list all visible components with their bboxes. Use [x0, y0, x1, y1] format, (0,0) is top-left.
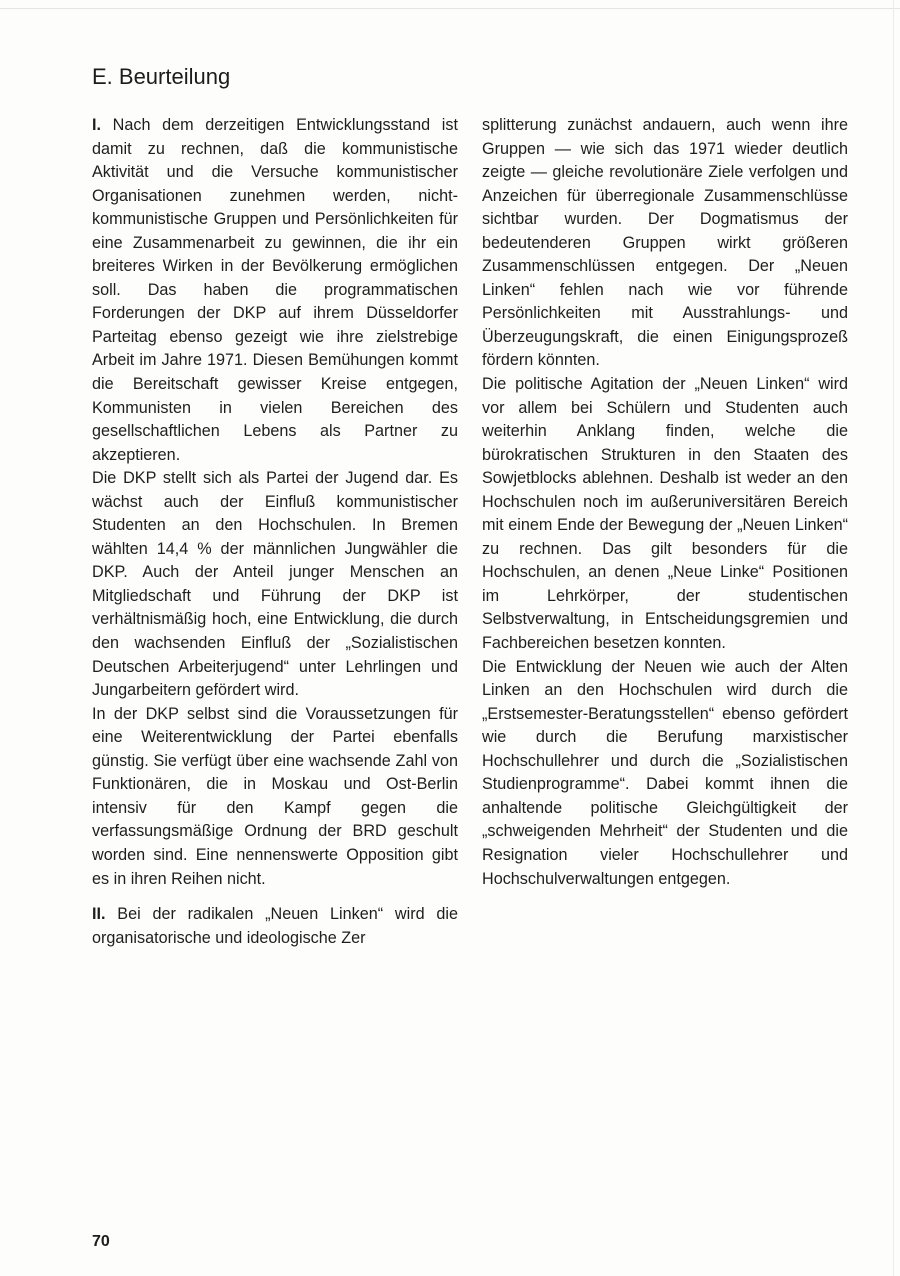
section-number: I.: [92, 116, 101, 134]
paragraph: [92, 903, 458, 950]
paragraph: [482, 373, 848, 656]
paragraph-text: In der DKP selbst sind die Voraussetzungen für eine Weiterentwicklung der Partei ebenfalls günstig. Sie verfügt über eine wachsende Zahl von Funktionären, die in Moskau und Ost-Berlin intensiv für den Kampf gegen die verfassungsmäßige Ordnung der BRD geschult worden sind. Eine nennenswerte Opposition gibt es in ihren Reihen nicht.: [92, 704, 458, 888]
paragraph: [92, 703, 458, 891]
section-heading: E. Beurteilung: [92, 64, 231, 89]
scan-top-edge: [0, 8, 900, 9]
paragraph: [482, 114, 848, 373]
right-text-column: [482, 114, 848, 891]
paragraph-text: Nach dem derzeitigen Entwicklungsstand ist damit zu rechnen, daß die kommunistische Aktivität und die Versuche kommunistischer Organisationen zunehmen werden, nichtkommunistische Gruppen und Persönlichkeiten für eine Zusammenarbeit zu gewinnen, die ihr ein breiteres Wirken in der Bevölkerung ermöglichen soll. Das haben die programmatischen Forderungen der DKP auf ihrem Düsseldorfer Parteitag ebenso gezeigt wie ihre zielstrebige Arbeit im Jahre 1971. Diesen Bemühungen kommt die Bereitschaft gewisser Kreise entgegen, Kommunisten in vielen Bereichen des gesellschaftlichen Lebens als Partner zu akzeptieren.: [92, 116, 458, 464]
paragraph-text: Die Entwicklung der Neuen wie auch der Alten Linken an den Hochschulen wird durch die „Erstsemester-Beratungsstellen“ ebenso gefördert wie durch die Berufung marxistischer Hochschullehrer und durch die „Sozialistischen Studienprogramme“. Dabei kommt ihnen die anhaltende politische Gleichgültigkeit der „schweigenden Mehrheit“ der Studenten und die Resignation vieler Hochschullehrer und Hochschulverwaltungen entgegen.: [482, 657, 848, 888]
scan-right-edge: [893, 0, 894, 1276]
paragraph-text: splitterung zunächst andauern, auch wenn ihre Gruppen — wie sich das 1971 wieder deutlich zeigte — gleiche revolutionäre Ziele verfolgen und Anzeichen für überregionale Zusammenschlüsse sichtbar wurden. Der Dogmatismus der bedeutenderen Gruppen wirkt größeren Zusammenschlüssen entgegen. Der „Neuen Linken“ fehlen nach wie vor führende Persönlichkeiten mit Ausstrahlungs- und Überzeugungskraft, die einen Einigungsprozeß fördern könnten.: [482, 116, 848, 370]
page-number: 70: [92, 1233, 110, 1250]
paragraph-text: Die DKP stellt sich als Partei der Jugend dar. Es wächst auch der Einfluß kommunistischer Studenten an den Hochschulen. In Bremen wählten 14,4 % der männlichen Jungwähler die DKP. Auch der Anteil junger Menschen an Mitgliedschaft und Führung der DKP ist verhältnismäßig hoch, eine Entwicklung, die durch den wachsenden Einfluß der „Sozialistischen Deutschen Arbeiterjugend“ unter Lehrlingen und Jungarbeitern gefördert wird.: [92, 469, 458, 700]
paragraph: [92, 467, 458, 702]
section-number: II.: [92, 905, 106, 924]
paragraph-text: Die politische Agitation der „Neuen Linken“ wird vor allem bei Schülern und Studenten auch weiterhin Anklang finden, welche die bürokratischen Strukturen in den Staaten des Sowjetblocks ablehnen. Deshalb ist weder an den Hochschulen noch im außeruniversitären Bereich mit einem Ende der Bewegung der „Neuen Linken“ zu rechnen. Das gilt besonders für die Hochschulen, an denen „Neue Linke“ Positionen im Lehrkörper, der studentischen Selbstverwaltung, in Entscheidungsgremien und Fachbereichen besetzen konnten.: [482, 375, 848, 653]
paragraph: [92, 114, 458, 467]
paragraph: [482, 656, 848, 891]
paragraph-text: Bei der radikalen „Neuen Linken“ wird die organisatorische und ideologische Zer: [92, 905, 458, 947]
left-text-column: [92, 114, 458, 950]
